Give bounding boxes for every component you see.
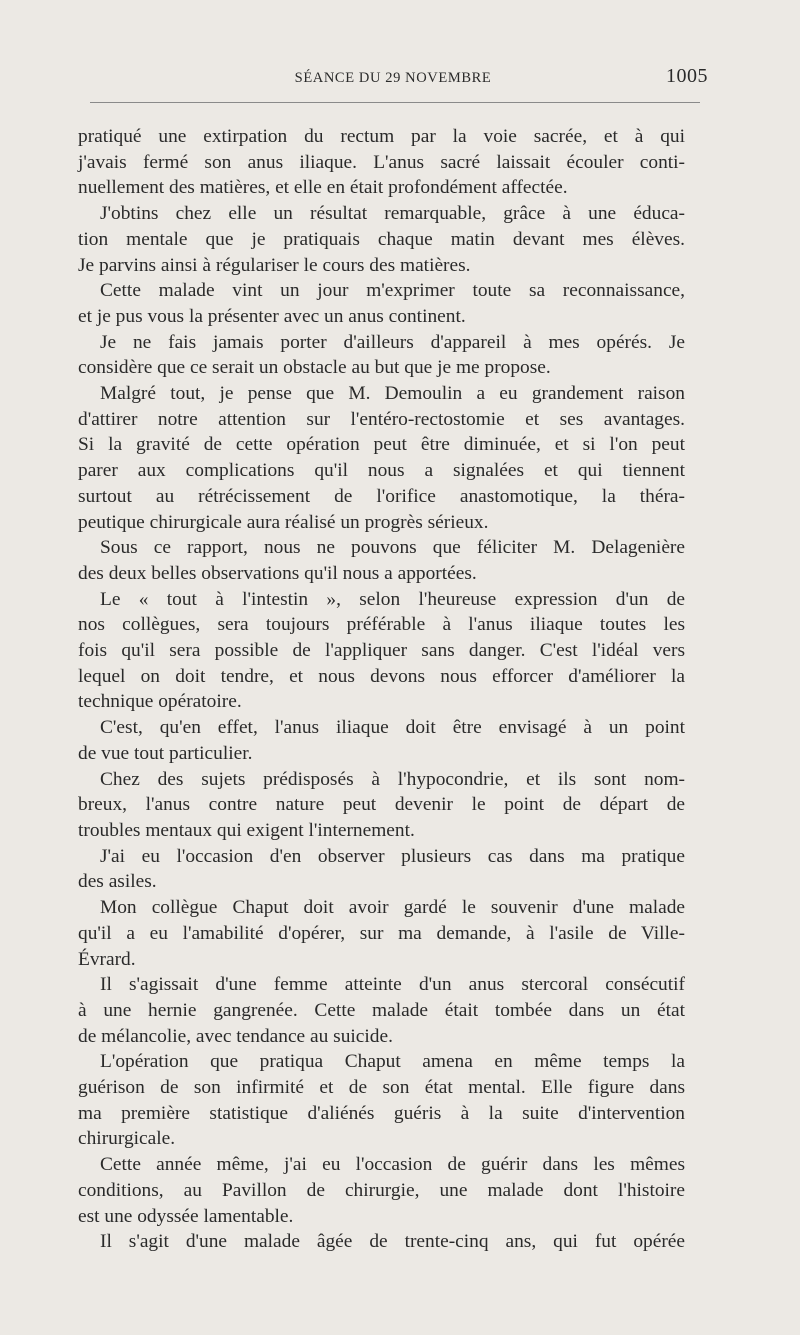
paragraph: [78, 767, 685, 844]
text-line: Le « tout à l'intestin », selon l'heureuse expression d'un de: [100, 588, 685, 610]
text-line: de mélancolie, avec tendance au suicide.: [78, 1025, 393, 1047]
paragraph: [78, 201, 685, 278]
text-line: lequel on doit tendre, et nous devons nous efforcer d'améliorer la: [78, 665, 685, 687]
text-line: Il s'agit d'une malade âgée de trente-cinq ans, qui fut opérée: [100, 1231, 685, 1253]
paragraph: [78, 587, 685, 716]
text-line: Sous ce rapport, nous ne pouvons que féliciter M. Delagenière: [100, 537, 685, 559]
text-line: ma première statistique d'aliénés guéris à la suite d'intervention: [78, 1102, 685, 1124]
text-line: à une hernie gangrenée. Cette malade était tombée dans un état: [78, 999, 685, 1021]
text-line: considère que ce serait un obstacle au but que je me propose.: [78, 357, 551, 379]
paragraph: [78, 1152, 685, 1229]
text-line: de vue tout particulier.: [78, 742, 253, 764]
paragraph: [78, 1049, 685, 1152]
text-line: J'obtins chez elle un résultat remarquable, grâce à une éduca-: [100, 203, 685, 225]
running-header: [78, 62, 708, 94]
text-line: fois qu'il sera possible de l'appliquer sans danger. C'est l'idéal vers: [78, 640, 685, 662]
text-line: surtout au rétrécissement de l'orifice anastomotique, la théra-: [78, 485, 685, 507]
paragraph: [78, 381, 685, 535]
text-line: j'avais fermé son anus iliaque. L'anus sacré laissait écouler conti-: [78, 151, 685, 173]
text-line: Mon collègue Chaput doit avoir gardé le souvenir d'une malade: [100, 897, 685, 919]
text-line: et je pus vous la présenter avec un anus continent.: [78, 305, 466, 327]
paragraph: [78, 124, 685, 201]
text-line: qu'il a eu l'amabilité d'opérer, sur ma demande, à l'asile de Ville-: [78, 922, 685, 944]
text-line: nos collègues, sera toujours préférable à l'anus iliaque toutes les: [78, 614, 685, 636]
paragraph: [78, 895, 685, 972]
text-line: tion mentale que je pratiquais chaque matin devant mes élèves.: [78, 228, 685, 250]
text-line: Évrard.: [78, 948, 136, 970]
header-rule: [90, 102, 700, 103]
page-number: 1005: [666, 65, 708, 87]
text-line: troubles mentaux qui exigent l'internement.: [78, 819, 415, 841]
text-line: Si la gravité de cette opération peut être diminuée, et si l'on peut: [78, 434, 685, 456]
text-line: chirurgicale.: [78, 1128, 176, 1150]
paragraph: [78, 844, 685, 895]
paragraph: [78, 535, 685, 586]
text-line: C'est, qu'en effet, l'anus iliaque doit être envisagé à un point: [100, 717, 685, 739]
text-line: Je ne fais jamais porter d'ailleurs d'appareil à mes opérés. Je: [100, 331, 685, 353]
text-line: est une odyssée lamentable.: [78, 1205, 294, 1227]
text-line: pratiqué une extirpation du rectum par la voie sacrée, et à qui: [78, 126, 685, 147]
text-line: Cette malade vint un jour m'exprimer toute sa reconnaissance,: [100, 280, 685, 302]
text-line: des deux belles observations qu'il nous a apportées.: [78, 562, 477, 584]
text-line: d'attirer notre attention sur l'entéro-rectostomie et ses avantages.: [78, 408, 685, 430]
text-line: Cette année même, j'ai eu l'occasion de guérir dans les mêmes: [100, 1154, 685, 1176]
text-line: nuellement des matières, et elle en était profondément affectée.: [78, 177, 568, 199]
paragraph: [78, 715, 685, 766]
text-line: peutique chirurgicale aura réalisé un progrès sérieux.: [78, 511, 489, 533]
text-line: parer aux complications qu'il nous a signalées et qui tiennent: [78, 460, 685, 482]
text-line: technique opératoire.: [78, 691, 242, 713]
text-line: conditions, au Pavillon de chirurgie, une malade dont l'histoire: [78, 1179, 685, 1201]
paragraph: [78, 330, 685, 381]
text-line: des asiles.: [78, 871, 157, 893]
text-line: J'ai eu l'occasion d'en observer plusieurs cas dans ma pratique: [100, 845, 685, 867]
text-line: Malgré tout, je pense que M. Demoulin a eu grandement raison: [100, 383, 685, 405]
text-line: L'opération que pratiqua Chaput amena en même temps la: [100, 1051, 685, 1073]
paragraph: [78, 278, 685, 329]
text-line: Il s'agissait d'une femme atteinte d'un anus stercoral consécutif: [100, 974, 685, 996]
text-line: guérison de son infirmité et de son état mental. Elle figure dans: [78, 1077, 685, 1099]
text-line: breux, l'anus contre nature peut devenir le point de départ de: [78, 794, 685, 816]
header-title: SÉANCE DU 29 NOVEMBRE: [294, 70, 492, 86]
text-line: Chez des sujets prédisposés à l'hypocondrie, et ils sont nom-: [100, 768, 685, 790]
paragraph: [78, 972, 685, 1049]
text-line: Je parvins ainsi à régulariser le cours des matières.: [78, 254, 471, 276]
body-text: [78, 124, 685, 1255]
paragraph: [78, 1229, 685, 1255]
